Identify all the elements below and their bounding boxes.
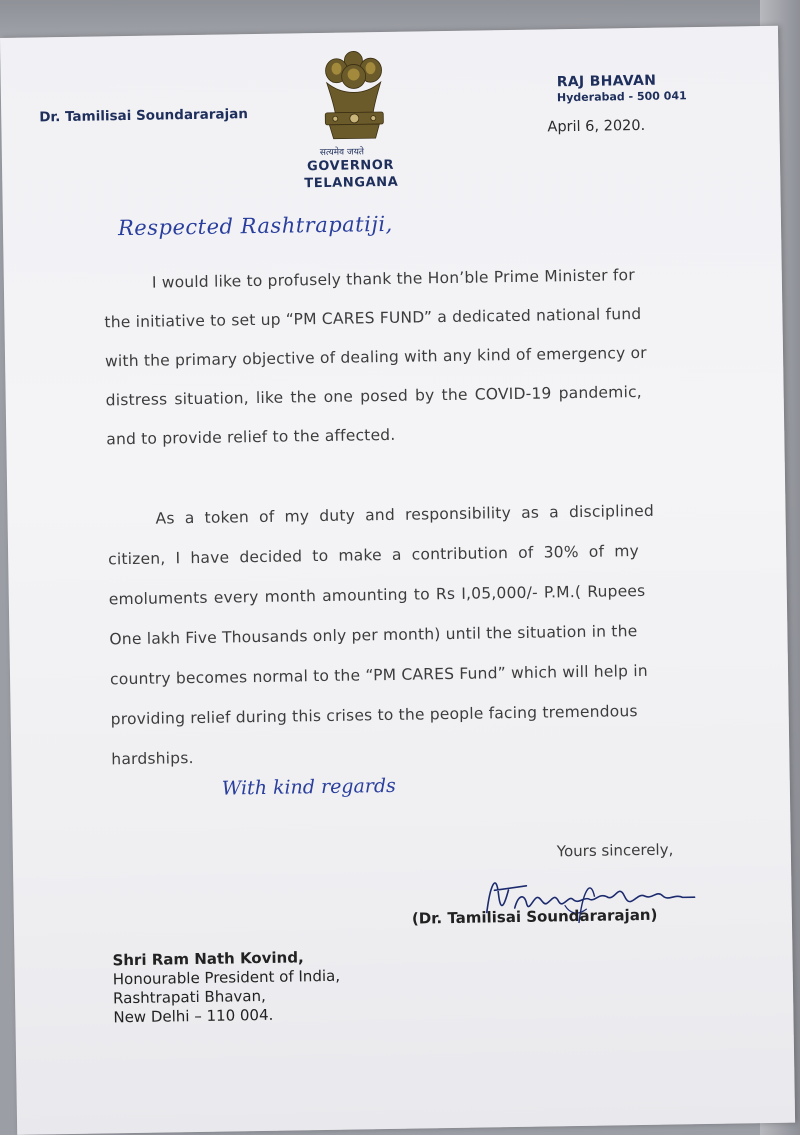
paragraph-line: As a token of my duty and responsibility as a disciplined xyxy=(155,501,655,528)
salutation-handwritten: Respected Rashtrapatiji, xyxy=(117,211,393,241)
addressee-line: Honourable President of India, xyxy=(112,966,341,989)
paragraph-line: the initiative to set up “PM CARES FUND” a dedicated national fund xyxy=(104,304,642,332)
addressee-line: New Delhi – 110 004. xyxy=(113,1005,274,1027)
addressee-name: Shri Ram Nath Kovind, xyxy=(112,948,304,970)
letter-date: April 6, 2020. xyxy=(547,117,646,136)
office-name: RAJ BHAVAN xyxy=(556,72,657,91)
designation-line1: GOVERNOR xyxy=(306,157,395,175)
valediction: Yours sincerely, xyxy=(556,840,674,861)
paragraph-line: country becomes normal to the “PM CARES Fund” which will help in xyxy=(109,661,648,689)
paragraph-line: I would like to profusely thank the Hon’ble Prime Minister for xyxy=(151,266,635,292)
paragraph-line: citizen, I have decided to make a contribution of 30% of my xyxy=(108,542,640,569)
signatory-name: (Dr. Tamilisai Soundararajan) xyxy=(411,905,658,928)
closing-handwritten: With kind regards xyxy=(221,774,396,800)
paragraph-line: distress situation, like the one posed by the COVID-19 pandemic, xyxy=(105,382,642,410)
addressee-line: Rashtrapati Bhavan, xyxy=(112,986,266,1008)
office-city: Hyderabad - 500 041 xyxy=(556,89,687,105)
designation-line2: TELANGANA xyxy=(304,174,399,192)
sender-name: Dr. Tamilisai Soundararajan xyxy=(39,106,249,126)
emblem-motto: सत्यमेव जयते xyxy=(319,147,365,158)
paragraph-line: One lakh Five Thousands only per month) until the situation in the xyxy=(109,622,638,649)
paragraph-line: with the primary objective of dealing with any kind of emergency or xyxy=(104,343,647,371)
paragraph-line: providing relief during this crises to the people facing tremendous xyxy=(110,702,638,729)
paragraph-line: emoluments every month amounting to Rs I,05,000/- P.M.( Rupees xyxy=(108,581,646,609)
state-emblem-icon xyxy=(312,46,396,157)
letter-page xyxy=(0,26,795,1135)
paragraph-line: hardships. xyxy=(111,749,194,769)
paragraph-line: and to provide relief to the affected. xyxy=(106,425,396,449)
